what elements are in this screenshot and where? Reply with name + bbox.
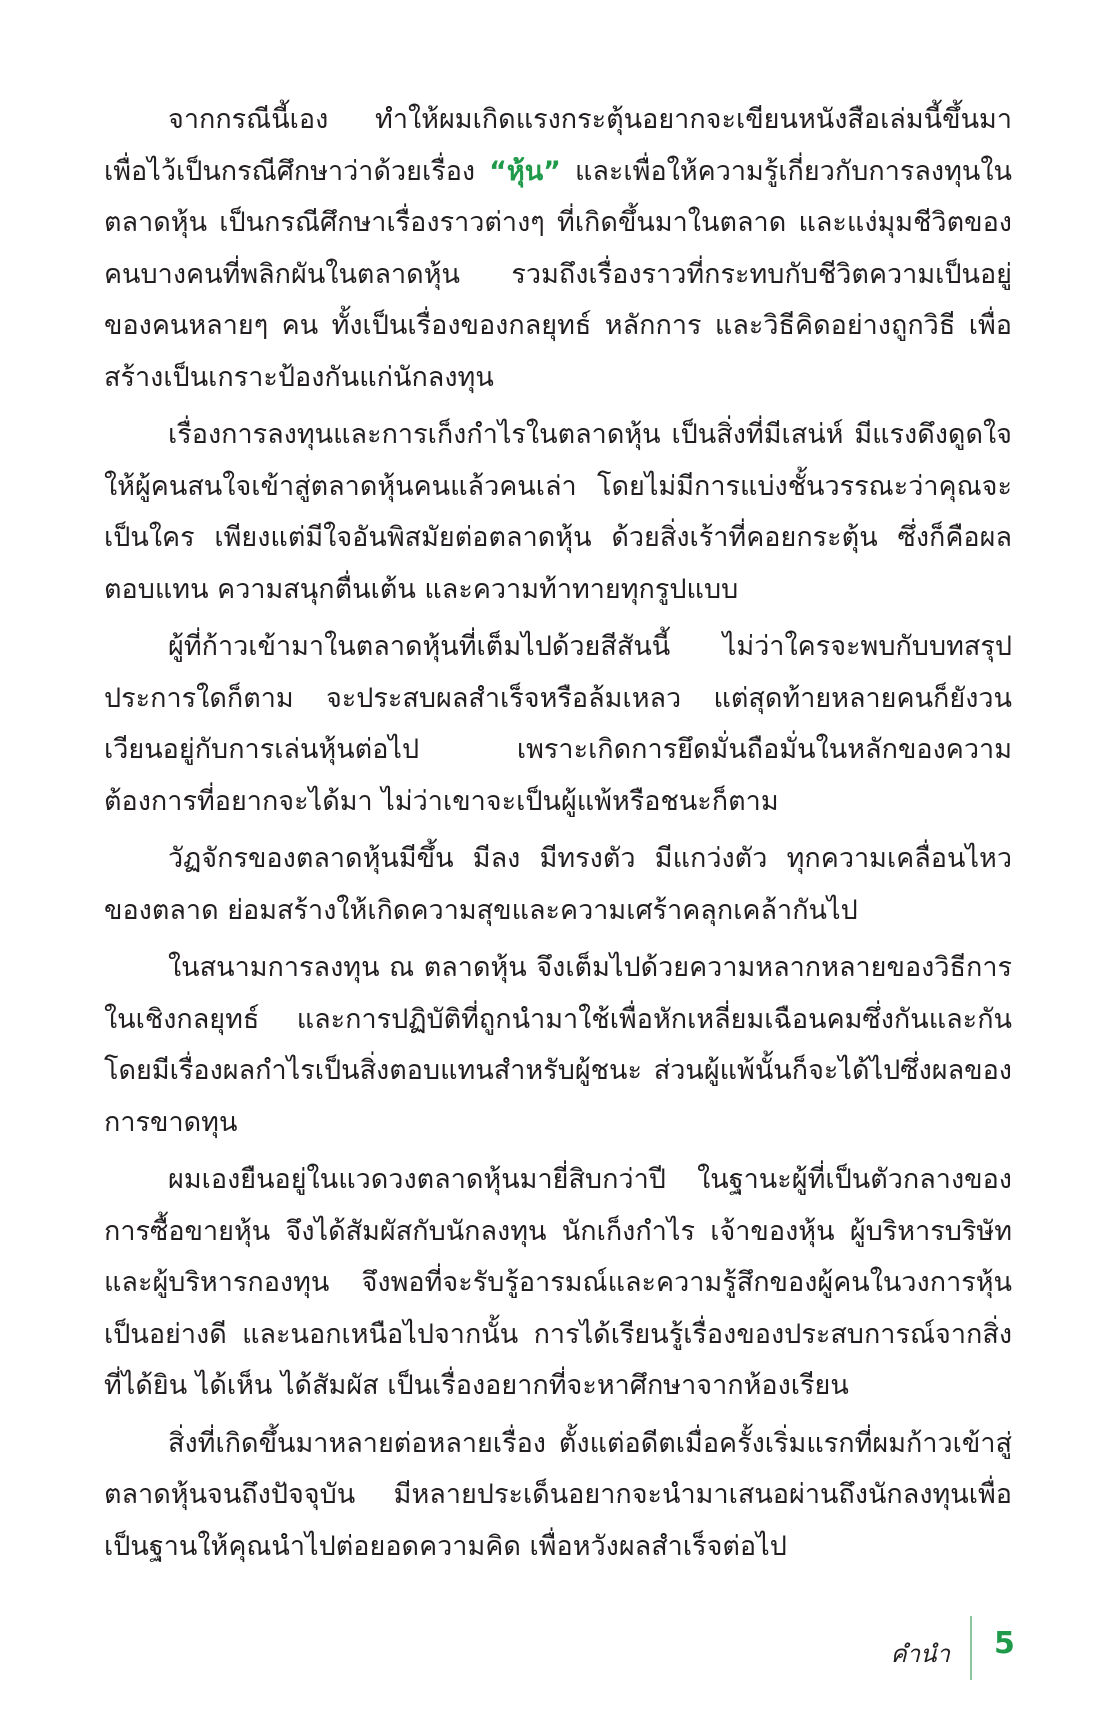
footer-divider xyxy=(970,1616,972,1680)
page-footer xyxy=(0,1616,1102,1682)
paragraph-3: ผู้ที่ก้าวเข้ามาในตลาดหุ้นที่เต็มไปด้วยสีสันนี้ ไม่ว่าใครจะพบกับบทสรุปประการใดก็ตาม จะประสบผลสำเร็จหรือล้มเหลว แต่สุดท้ายหลายคนก็ยังวนเวียนอยู่กับการเล่นหุ้นต่อไป เพราะเกิดการยึดมั่นถือมั่นในหลักของความต้องการที่อยากจะได้มา ไม่ว่าเขาจะเป็นผู้แพ้หรือชนะก็ตาม xyxy=(104,631,1012,817)
paragraph-5: ในสนามการลงทุน ณ ตลาดหุ้น จึงเต็มไปด้วยความหลากหลายของวิธีการในเชิงกลยุทธ์ และการปฏิบัติที่ถูกนำมาใช้เพื่อหักเหลี่ยมเฉือนคมซึ่งกันและกันโดยมีเรื่องผลกำไรเป็นสิ่งตอบแทนสำหรับผู้ชนะ ส่วนผู้แพ้นั้นก็จะได้ไปซึ่งผลของการขาดทุน xyxy=(104,952,1012,1138)
body-text xyxy=(104,94,1012,1572)
paragraph-1 xyxy=(104,94,1012,403)
section-label: คำนำ xyxy=(890,1640,950,1668)
paragraph-1-part-1: จากกรณีนี้เอง ทำให้ผมเกิดแรงกระตุ้นอยากจะเขียนหนังสือเล่มนี้ขึ้นมาเพื่อไว้เป็นกรณีศึกษาว่าด้วยเรื่อง xyxy=(104,104,1012,187)
paragraph-7: สิ่งที่เกิดขึ้นมาหลายต่อหลายเรื่อง ตั้งแต่อดีตเมื่อครั้งเริ่มแรกที่ผมก้าวเข้าสู่ตลาดหุ้นจนถึงปัจจุบัน มีหลายประเด็นอยากจะนำมาเสนอผ่านถึงนักลงทุนเพื่อเป็นฐานให้คุณนำไปต่อยอดความคิด เพื่อหวังผลสำเร็จต่อไป xyxy=(104,1427,1012,1562)
page-number: 5 xyxy=(994,1626,1015,1661)
paragraph-6: ผมเองยืนอยู่ในแวดวงตลาดหุ้นมายี่สิบกว่าปี ในฐานะผู้ที่เป็นตัวกลางของการซื้อขายหุ้น จึงได้สัมผัสกับนักลงทุน นักเก็งกำไร เจ้าของหุ้น ผู้บริหารบริษัทและผู้บริหารกองทุน จึงพอที่จะรับรู้อารมณ์และความรู้สึกของผู้คนในวงการหุ้นเป็นอย่างดี และนอกเหนือไปจากนั้น การได้เรียนรู้เรื่องของประสบการณ์จากสิ่งที่ได้ยิน ได้เห็น ได้สัมผัส เป็นเรื่องอยากที่จะหาศึกษาจากห้องเรียน xyxy=(104,1164,1012,1401)
paragraph-2: เรื่องการลงทุนและการเก็งกำไรในตลาดหุ้น เป็นสิ่งที่มีเสน่ห์ มีแรงดึงดูดใจให้ผู้คนสนใจเข้าสู่ตลาดหุ้นคนแล้วคนเล่า โดยไม่มีการแบ่งชั้นวรรณะว่าคุณจะเป็นใคร เพียงแต่มีใจอันพิสมัยต่อตลาดหุ้น ด้วยสิ่งเร้าที่คอยกระตุ้น ซึ่งก็คือผลตอบแทน ความสนุกตื่นเต้น และความท้าทายทุกรูปแบบ xyxy=(104,419,1012,605)
highlighted-term: “หุ้น” xyxy=(489,155,561,187)
paragraph-4: วัฏจักรของตลาดหุ้นมีขึ้น มีลง มีทรงตัว มีแกว่งตัว ทุกความเคลื่อนไหวของตลาด ย่อมสร้างให้เกิดความสุขและความเศร้าคลุกเคล้ากันไป xyxy=(104,843,1012,926)
paragraph-1-part-2: และเพื่อให้ความรู้เกี่ยวกับการลงทุนในตลาดหุ้น เป็นกรณีศึกษาเรื่องราวต่างๆ ที่เกิดขึ้นมาในตลาด และแง่มุมชีวิตของคนบางคนที่พลิกผันในตลาดหุ้น รวมถึงเรื่องราวที่กระทบกับชีวิตความเป็นอยู่ของคนหลายๆ คน ทั้งเป็นเรื่องของกลยุทธ์ หลักการ และวิธีคิดอย่างถูกวิธี เพื่อสร้างเป็นเกราะป้องกันแก่นักลงทุน xyxy=(104,155,1013,393)
